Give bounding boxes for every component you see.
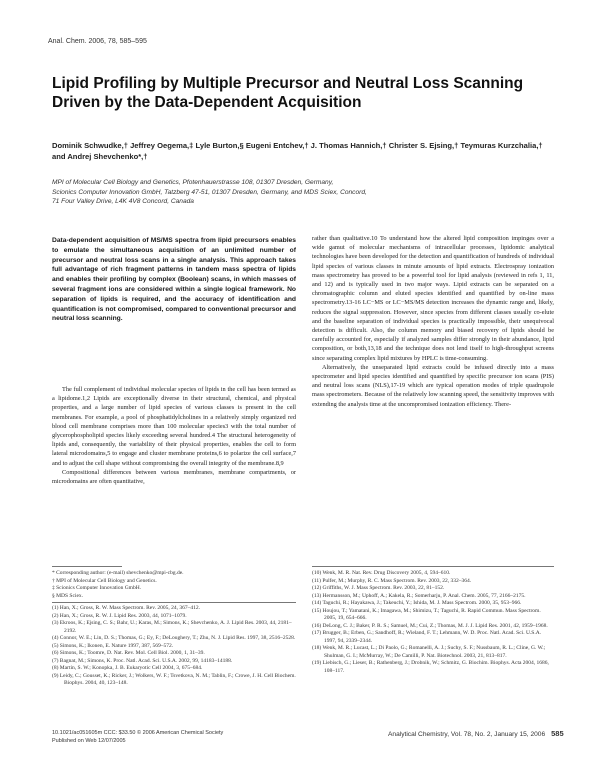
journal-citation: Anal. Chem. 2006, 78, 585–595 [48,38,147,45]
reference: (11) Pulfer, M.; Murphy, R. C. Mass Spectrom. Rev. 2003, 22, 332–364. [312,577,472,584]
body-paragraph: Alternatively, the unseparated lipid extracts could be infused directly into a mass spectrometer and lipid species identified and quantified by specific precursor ion scans (PIS) and neutral loss scans (NLS),17-19 which are typical operation modes of triple quadrupole mass spectrometers. Because of the relatively low scanning speed, the sensitivity improves with extending the analysis time at the uncompromised ionization efficiency. There- [312,363,554,408]
reference: (16) DeLong, C. J.; Baker, P. R. S.; Samuel, M.; Cui, Z.; Thomas, M. J. J. Lipid Res. 2001, 42, 1959–1968. [312,622,548,629]
footnote: † MPI of Molecular Cell Biology and Genetics. [52,577,157,584]
reference-divider [312,566,554,567]
reference: (10) Wenk, M. R. Nat. Rev. Drug Discovery 2005, 4, 594–610. [312,570,451,576]
reference: (5) Simons, K.; Ikonen, E. Nature 1997, 387, 569–572. [52,642,174,649]
reference: (6) Simons, K.; Toomre, D. Nat. Rev. Mol. Cell Biol. 2000, 1, 31–39. [52,650,205,656]
reference: (7) Bagnat, M.; Simons, K. Proc. Natl. Acad. Sci. U.S.A. 2002, 99, 14183–14188. [52,657,233,664]
reference: (8) Martin, S. W.; Konopka, J. B. Eukaryotic Cell 2004, 3, 675–684. [52,665,203,671]
footer-doi [52,729,223,745]
body-paragraph: rather than qualitative.10 To understand how the altered lipid composition impinges over a wide gamut of molecular mechanisms of intracellular processes, lipidomic analytical technologies have been developed for the detection and quantification of hundreds of individual lipid species of various classes in minute amounts of lipid extracts. Electrospray ionization mass spectrometry has proved to be a powerful tool for lipid analysis (reviewed in refs 1, 11, and 12) and is typically used in two major ways. Lipid extracts can be separated on a chromatographic column and eluted species identified and quantified by on-line mass spectrometry.13-16 LC−MS or LC−MS/MS detection increases the dynamic range and, likely, reduces the signal suppression. However, since species from different classes usually co-elute and the baseline separation of individual species is practically impossible, their unequivocal detection is difficult. Also, the column memory and biased recovery of lipids should be carefully accounted for, especially if analyzed samples differ strongly in their abundance, lipid composition, or both,13,18 and the technique does not lend itself to high-throughput screens since separating complex lipid mixtures by HPLC is time-consuming. [312,235,554,362]
footnote: ‡ Scionics Computer Innovation GmbH. [52,585,142,591]
reference: (4) Connor, W. E.; Lin, D. S.; Thomas, G.; Ey, F.; DeLoughery, T.; Zhu, N. J. Lipid Res. 1997, 38, 2516–2528. [52,635,296,641]
reference: (18) Wenk, M. R.; Lucast, L.; Di Paolo, G.; Romanelli, A. J.; Suchy, S. F.; Nussbaum, R. L.; Cline, G. W.; Shulman, G. I.; McMurray, W.; De Camilli, P. Nat. Biotechnol. 2003, 21, 813–817. [312,645,546,659]
author-list: Dominik Schwudke,† Jeffrey Oegema,‡ Lyle Burton,§ Eugeni Entchev,† J. Thomas Hannich,† Christer S. Ejsing,† Teymuras Kurzchalia,† and Andrej Shevchenko*,† [52,141,543,161]
page-number: 585 [551,729,564,738]
body-column-right [312,234,554,409]
affiliation-line: MPI of Molecular Cell Biology and Genetics, Pfotenhauerstrasse 108, 01307 Dresden, Germany, [52,179,334,186]
footer-journal [388,729,564,738]
footnotes-left [52,566,296,688]
reference: (12) Griffiths, W. J. Mass Spectrom. Rev. 2003, 22, 81–152. [312,585,445,591]
body-paragraph: Compositional differences between various membranes, membrane compartments, or microdomains are often quantitative, [52,468,296,486]
affiliation-line: 71 Four Valley Drive, L4K 4V8 Concord, Canada [52,198,194,205]
affiliations [52,178,532,207]
reference: (2) Han, X.; Gross, R. W. J. Lipid Res. 2003, 44, 1071–1079. [52,612,187,619]
affiliation-line: Scionics Computer Innovation GmbH, Tatzberg 47-51, 01307 Dresden, Germany, and MDS Sciex, Concord, [52,188,367,196]
reference: (15) Houjou, T.; Yamatani, K.; Imagawa, M.; Shimizu, T.; Taguchi, R. Rapid Commun. Mass Spectrom. 2005, 19, 654–666. [312,607,541,621]
doi-line: 10.1021/ac051605m CCC: $33.50 © 2006 American Chemical Society [52,730,224,736]
reference: (1) Han, X.; Gross, R. W. Mass Spectrom. Rev. 2005, 24, 367–412. [52,605,200,611]
reference-divider [52,602,296,603]
footnote-divider [52,566,122,567]
footnote: * Corresponding author: (e-mail) shevchenko@mpi-cbg.de. [52,570,184,576]
article-title: Lipid Profiling by Multiple Precursor and Neutral Loss Scanning Driven by the Data-Dependent Acquisition [52,75,524,111]
reference: (14) Taguchi, R.; Hayakawa, J.; Takeuchi, Y.; Ishida, M. J. Mass Spectrom. 2000, 35, 953–966. [312,600,522,606]
abstract: Data-dependent acquisition of MS/MS spectra from lipid precursors enables to emulate the simultaneous acquisition of an unlimited number of precursor and neutral loss scans in a single analysis. This approach takes full advantage of rich fragment patterns in tandem mass spectra of lipids and enables their profiling by complex (Boolean) scans, in which masses of several fragment ions are considered within a single logical framework. No separation of lipids is required, and the accuracy of identification and quantification is not compromised, compared to conventional precursor and neutral loss scanning. [52,237,296,323]
footnote: § MDS Sciex. [52,592,84,599]
footnotes-right [312,566,554,675]
publish-date: Published on Web 12/07/2005 [52,738,126,744]
journal-issue: Analytical Chemistry, Vol. 78, No. 2, January 15, 2006 [388,731,546,738]
reference: (17) Brugger, B.; Erben, G.; Sandhoff, R.; Wieland, F. T.; Lehmann, W. D. Proc. Natl. Acad. Sci. U.S.A. 1997, 94, 2339–2344. [312,630,542,644]
reference: (13) Hermansson, M.; Uphoff, A.; Kakela, R.; Somerharju, P. Anal. Chem. 2005, 77, 2166–2175. [312,592,526,599]
reference: (19) Liebisch, G.; Lieser, B.; Rathenberg, J.; Drobnik, W.; Schmitz, G. Biochim. Biophys. Acta 2004, 1686, 108–117. [312,660,549,674]
body-paragraph: The full complement of individual molecular species of lipids in the cell has been termed as a lipidome.1,2 Lipids are exceptionally diverse in their structural, chemical, and physical properties, and a large number of lipid species of various classes is present in the cell membranes. For example, a pool of phosphatidylcholines in a relatively simply organized red blood cell membrane comprises more than 100 molecular species3 with the total number of glycerophospholipid species likely exceeding several hundred.4 The structural heterogeneity of lipids and, consequently, the variability of their physical properties, enables the cell to form lateral microdomains,5 to engage and cluster membrane proteins,6 to polarize the cell surface,7 and to adjust the cell shape without compromising the overall integrity of the membrane.8,9 [52,386,296,467]
body-column-left [52,385,296,486]
reference: (3) Ekroos, K.; Ejsing, C. S.; Bahr, U.; Karas, M.; Simons, K.; Shevchenko, A. J. Lipid Res. 2003, 44, 2181–2192. [52,620,292,634]
reference: (9) Leidy, C.; Gousset, K.; Ricker, J.; Wolkers, W. F.; Tsvetkova, N. M.; Tablin, F.; Crowe, J. H. Cell Biochem. Biophys. 2004, 40, 123–148. [52,672,296,686]
